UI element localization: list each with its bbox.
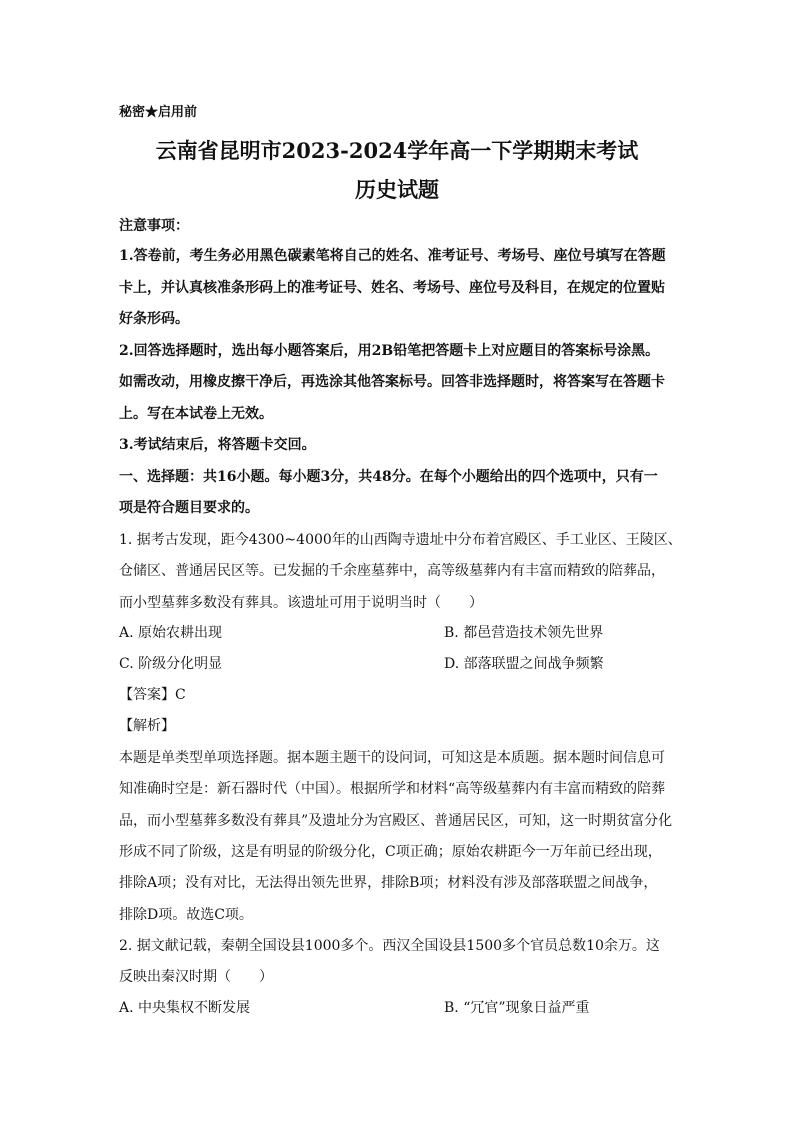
question-1-answer: 【答案】C (119, 687, 186, 703)
question-1-stem: 1. 据考古发现，距今4300~4000年的山西陶寺遗址中分布着宫殿区、手工业区、王陵区、 (119, 532, 682, 548)
exam-title: 云南省昆明市2023-2024学年高一下学期期末考试 (155, 138, 639, 163)
question-2-stem: 反映出秦汉时期（ ） (119, 969, 273, 985)
question-1-stem: 仓储区、普通居民区等。已发掘的千余座墓葬中，高等级墓葬内有丰富而精致的陪葬品， (119, 563, 665, 579)
notice-line: 2.回答选择题时，选出每小题答案后，用2B铅笔把答题卡上对应题目的答案标号涂黑。 (119, 343, 660, 359)
question-1-analysis-heading: 【解析】 (119, 718, 175, 734)
question-1-analysis-line: 本题是单类型单项选择题。据本题主题干的设问词，可知这是本质题。据本题时间信息可 (119, 750, 665, 766)
section-heading: 项是符合题目要求的。 (119, 500, 259, 516)
notice-line: 好条形码。 (119, 311, 189, 327)
notice-line: 1.答卷前，考生务必用黑色碳素笔将自己的姓名、准考证号、考场号、座位号填写在答题 (119, 248, 666, 264)
exam-subtitle: 历史试题 (355, 177, 439, 202)
question-2-option-a: A. 中央集权不断发展 (119, 1000, 251, 1016)
notice-line: 上。写在本试卷上无效。 (119, 406, 273, 422)
question-1-analysis-line: 形成不同了阶级，这是有明显的阶级分化，C项正确；原始农耕距今一万年前已经出现， (119, 844, 662, 860)
question-2-stem: 2. 据文献记载，秦朝全国设县1000多个。西汉全国设县1500多个官员总数10余万。这 (119, 938, 660, 954)
question-1-analysis-line: 排除A项；没有对比，无法得出领先世界，排除B项；材料没有涉及部落联盟之间战争， (119, 875, 658, 891)
secret-label: 秘密★启用前 (119, 105, 198, 120)
notice-line: 3.考试结束后，将答题卡交回。 (119, 437, 316, 453)
question-1-option-d: D. 部落联盟之间战争频繁 (444, 656, 604, 672)
notice-line: 卡上，并认真核准条形码上的准考证号、姓名、考场号、座位号及科目，在规定的位置贴 (119, 280, 665, 296)
question-1-option-a: A. 原始农耕出现 (119, 625, 223, 641)
question-1-option-b: B. 都邑营造技术领先世界 (444, 625, 604, 641)
question-1-analysis-line: 品，而小型墓葬多数没有葬具”及遗址分为宫殿区、普通居民区，可知，这一时期贫富分化 (119, 813, 673, 829)
section-heading: 一、选择题：共16小题。每小题3分，共48分。在每个小题给出的四个选项中，只有一 (119, 469, 658, 485)
question-2-option-b: B. “冗官”现象日益严重 (444, 1000, 590, 1016)
question-1-stem: 而小型墓葬多数没有葬具。该遗址可用于说明当时（ ） (119, 595, 483, 611)
notice-heading: 注意事项： (119, 218, 189, 234)
question-1-option-c: C. 阶级分化明显 (119, 656, 223, 672)
question-1-analysis-line: 知准确时空是：新石器时代（中国）。根据所学和材料“高等级墓葬内有丰富而精致的陪葬 (119, 781, 666, 797)
question-1-analysis-line: 排除D项。故选C项。 (119, 907, 253, 923)
notice-line: 如需改动，用橡皮擦干净后，再选涂其他答案标号。回答非选择题时，将答案写在答题卡 (119, 374, 665, 390)
